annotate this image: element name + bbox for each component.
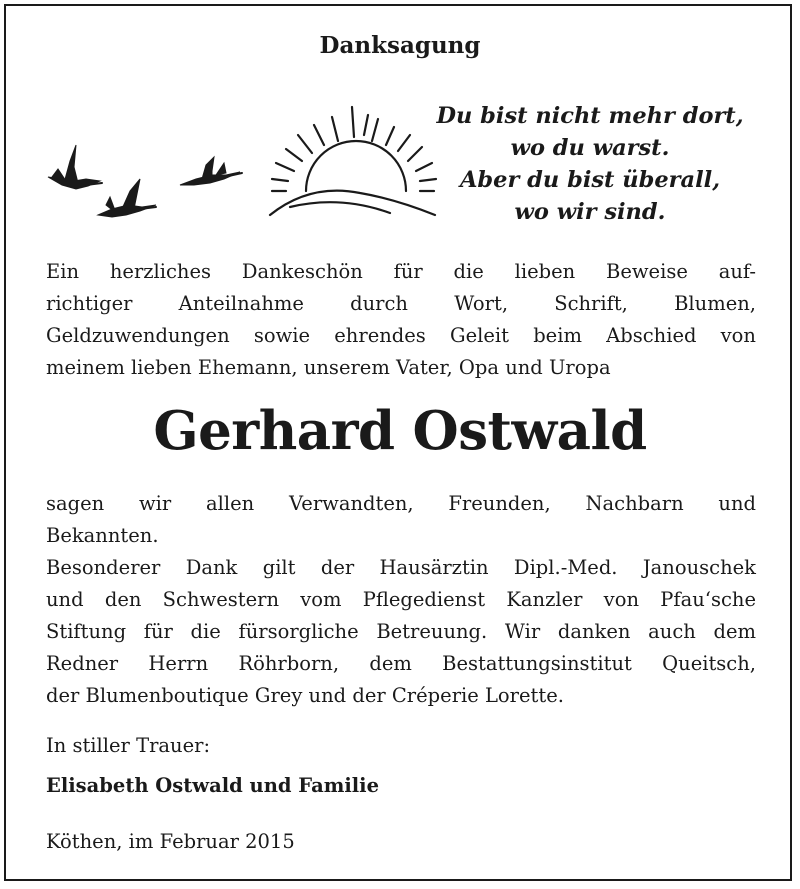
flying-bird-icon	[48, 145, 102, 189]
text-line: Stiftung für die fürsorgliche Betreuung. Wir danken auch dem	[46, 620, 756, 643]
text-line: meinem lieben Ehemann, unserem Vater, Opa und Uropa	[46, 356, 611, 379]
text-line: sagen wir allen Verwandten, Freunden, Nachbarn und	[46, 492, 756, 515]
flying-bird-icon	[180, 157, 242, 185]
family-signature: Elisabeth Ostwald und Familie	[46, 774, 379, 797]
special-thanks-paragraph	[46, 552, 756, 712]
flying-bird-icon	[98, 179, 156, 217]
poem-line: Du bist nicht mehr dort,	[436, 103, 744, 129]
text-line: Besonderer Dank gilt der Hausärztin Dipl.-Med. Janouschek	[46, 556, 756, 579]
thanks-paragraph	[46, 488, 756, 552]
mourning-illustration	[40, 95, 440, 230]
poem-line: wo wir sind.	[514, 199, 666, 225]
poem	[420, 100, 760, 228]
sunset-over-hills-icon	[270, 107, 436, 215]
poem-line: Aber du bist überall,	[459, 167, 721, 193]
text-line: der Blumenboutique Grey und der Créperie Lorette.	[46, 684, 564, 707]
text-line: und den Schwestern vom Pflegedienst Kanzler von Pfau‘sche	[46, 588, 756, 611]
place-date: Köthen, im Februar 2015	[46, 830, 295, 853]
text-line: Ein herzliches Dankeschön für die lieben Beweise auf-	[46, 260, 756, 283]
intro-paragraph	[46, 256, 756, 384]
poem-line: wo du warst.	[510, 135, 670, 161]
text-line: richtiger Anteilnahme durch Wort, Schrift, Blumen,	[46, 292, 756, 315]
text-line: Redner Herrn Röhrborn, dem Bestattungsinstitut Queitsch,	[46, 652, 756, 675]
deceased-name: Gerhard Ostwald	[153, 400, 647, 462]
text-line: Bekannten.	[46, 524, 159, 547]
mourning-line: In stiller Trauer:	[46, 734, 211, 757]
text-line: Geldzuwendungen sowie ehrendes Geleit beim Abschied von	[46, 324, 756, 347]
notice-heading: Danksagung	[319, 32, 481, 59]
